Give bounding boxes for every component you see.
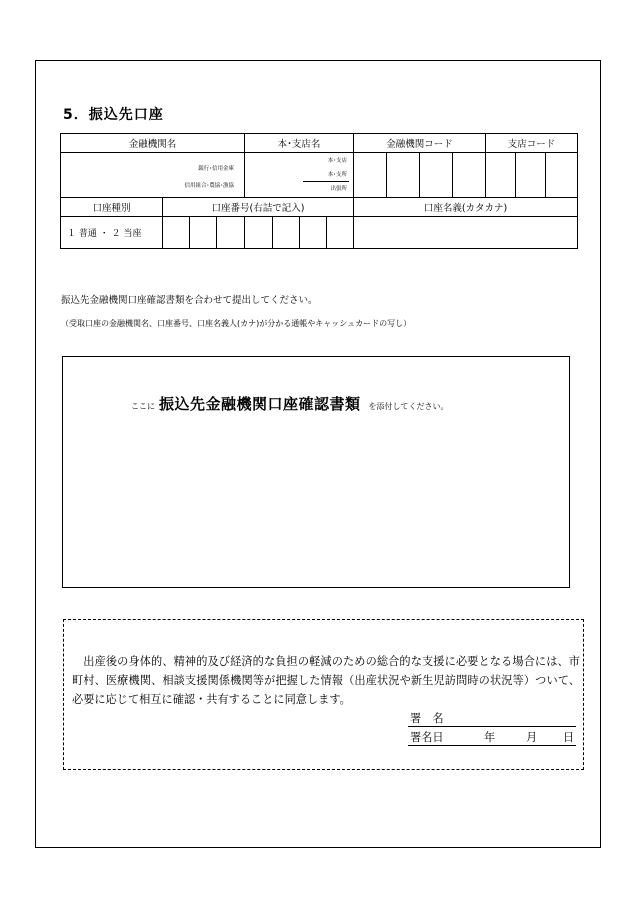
branch-type-divider: [303, 181, 349, 182]
header-account-number: 口座番号(右詰で記入): [163, 198, 354, 217]
account-type-options[interactable]: １ 普通 ・ ２ 当座: [61, 217, 163, 249]
account-number-digit-2[interactable]: [190, 217, 217, 249]
bank-type-line1: 銀行･信用金庫: [198, 166, 235, 172]
header-branch-name: 本･支店名: [245, 134, 354, 153]
day-label: 日: [563, 731, 575, 744]
branch-type-line2: 本･支所: [327, 172, 348, 178]
attachment-area[interactable]: [62, 356, 570, 588]
signature-field[interactable]: [408, 709, 576, 727]
account-number-digit-5[interactable]: [273, 217, 300, 249]
account-number-digit-6[interactable]: [300, 217, 327, 249]
account-number-digit-7[interactable]: [327, 217, 354, 249]
year-label: 年: [484, 731, 496, 744]
bank-code-digit-2[interactable]: [387, 153, 420, 198]
month-label: 月: [526, 731, 538, 744]
attachment-main: 振込先金融機関口座確認書類: [159, 395, 361, 413]
account-number-digit-4[interactable]: [245, 217, 273, 249]
header-account-holder: 口座名義(カタカナ): [354, 198, 578, 217]
section-title: 5．振込先口座: [63, 107, 164, 123]
bank-type-line2: 信用組合･農協･漁協: [184, 183, 235, 189]
account-holder-cell[interactable]: [354, 217, 578, 249]
signature-label: 署 名: [410, 712, 444, 725]
bank-code-digit-4[interactable]: [453, 153, 486, 198]
bank-account-table: [60, 133, 578, 249]
branch-code-digit-2[interactable]: [516, 153, 546, 198]
branch-code-digit-3[interactable]: [546, 153, 578, 198]
header-bank-code: 金融機関コード: [354, 134, 486, 153]
branch-code-digit-1[interactable]: [486, 153, 516, 198]
branch-type-line1: 本･支店: [327, 158, 348, 164]
header-bank-name: 金融機関名: [61, 134, 245, 153]
submission-note: 振込先金融機関口座確認書類を合わせて提出してください。: [61, 295, 318, 306]
attachment-prefix: ここに: [131, 402, 155, 411]
attachment-suffix: を添付してください。: [368, 402, 449, 411]
consent-box: [63, 619, 584, 770]
account-number-digit-3[interactable]: [217, 217, 245, 249]
branch-type-line3: 出張所: [330, 186, 348, 192]
bank-name-cell[interactable]: [61, 153, 245, 198]
account-number-digit-1[interactable]: [163, 217, 190, 249]
bank-code-digit-1[interactable]: [354, 153, 387, 198]
submission-note-detail: （受取口座の金融機関名、口座番号、口座名義人(カナ)が分かる通帳やキャッシュカードの写し）: [61, 319, 412, 328]
header-account-type: 口座種別: [61, 198, 163, 217]
signature-date-field[interactable]: [408, 728, 576, 746]
consent-text: 出産後の身体的、精神的及び経済的な負担の軽減のための総合的な支援に必要となる場合には、市町村、医療機関、相談支援関係機関等が把握した情報（出産状況や新生児訪問時の状況等）ついて、必要に応じて相互に確認・共有することに同意します。: [72, 655, 580, 706]
header-branch-code: 支店コード: [486, 134, 578, 153]
date-label: 署名日: [410, 731, 444, 744]
branch-name-cell[interactable]: [245, 153, 354, 198]
attachment-instruction: [131, 393, 449, 414]
bank-code-digit-3[interactable]: [420, 153, 453, 198]
